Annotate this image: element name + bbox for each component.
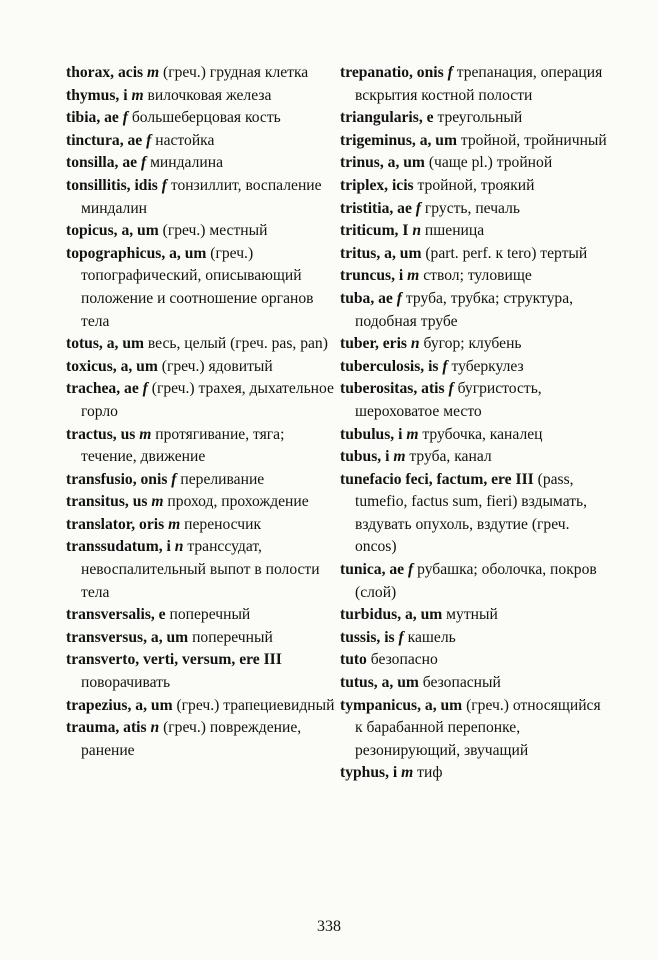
dictionary-entry [340, 424, 610, 447]
entry-headword: typhus, i [340, 764, 398, 782]
entry-definition: труба, трубка; структура, подобная трубе [355, 289, 574, 330]
entry-headword: topographicus, a, um [66, 244, 207, 262]
entry-headword: tuberositas, atis [340, 380, 445, 398]
entry-definition: проход, прохождение [167, 493, 309, 511]
entry-definition: бугор; клубень [423, 335, 522, 353]
dictionary-entry [66, 130, 336, 153]
entry-gender: f [408, 561, 414, 579]
entry-definition: большеберцовая кость [131, 109, 281, 127]
dictionary-entry [66, 695, 336, 718]
entry-definition: тонзиллит, воспаление миндалин [81, 176, 322, 217]
entry-headword: tympanicus, a, um [340, 696, 463, 714]
entry-headword: triplex, icis [340, 176, 414, 194]
dictionary-entry [66, 107, 336, 130]
entry-gender: f [171, 470, 177, 488]
dictionary-entry [66, 378, 336, 423]
entry-headword: tubus, i [340, 448, 390, 466]
entry-gender: f [442, 357, 448, 375]
dictionary-entry [340, 333, 610, 356]
entry-definition: тиф [417, 764, 443, 782]
entry-gender: f [146, 131, 152, 149]
dictionary-entry [340, 175, 610, 198]
dictionary-entry [66, 356, 336, 379]
entry-headword: tussis, is [340, 628, 395, 646]
entry-headword: tristitia, ae [340, 199, 412, 217]
entry-headword: tuto [340, 651, 367, 669]
entry-headword: tubulus, i [340, 425, 403, 443]
entry-gender: f [122, 109, 128, 127]
entry-definition: трубочка, каналец [422, 425, 543, 443]
entry-definition: (греч.) трахея, дыхательное горло [81, 380, 334, 420]
dictionary-entry [66, 424, 336, 469]
entry-headword: transversalis, e [66, 606, 166, 624]
page-number: 338 [317, 918, 341, 935]
entry-definition: поперечный [169, 606, 251, 624]
dictionary-entry [340, 446, 610, 469]
entry-headword: tritus, a, um [340, 244, 422, 262]
dictionary-entry [340, 672, 610, 695]
entry-headword: thorax, acis [66, 64, 144, 81]
entry-definition: тройной, тройничный [460, 131, 607, 149]
dictionary-entry [340, 604, 610, 627]
entry-definition: (греч.) повреждение, ранение [81, 719, 302, 759]
entry-headword: transitus, us [66, 493, 148, 511]
entry-gender: m [139, 425, 152, 443]
entry-definition: (part. perf. к tero) тертый [425, 244, 588, 262]
entry-gender: m [168, 515, 181, 533]
dictionary-entry [66, 333, 336, 356]
dictionary-entry [340, 627, 610, 650]
entry-gender: f [447, 64, 453, 81]
dictionary-entry [66, 220, 336, 243]
dictionary-entry [340, 220, 610, 243]
entry-headword: tutus, a, um [340, 674, 419, 692]
entry-headword: tuba, ae [340, 289, 393, 307]
entry-gender: f [396, 289, 402, 307]
dictionary-entry [340, 288, 610, 333]
entry-headword: toxicus, a, um [66, 357, 158, 375]
dictionary-entry [66, 175, 336, 220]
entry-definition: транссудат, невоспалительный выпот в полости тела [81, 538, 320, 601]
dictionary-entry [340, 469, 610, 559]
entry-definition: (греч.) трапециевидный [176, 696, 335, 714]
entry-gender: m [407, 267, 420, 285]
entry-gender: n [174, 538, 184, 556]
dictionary-entry [66, 514, 336, 537]
entry-headword: translator, oris [66, 515, 165, 533]
entry-headword: tonsilla, ae [66, 154, 138, 172]
entry-definition: (pass, tumefio, factus sum, fieri) вздымать, вздувать опухоль, вздутие (греч. oncos) [355, 470, 588, 556]
dictionary-entry [66, 491, 336, 514]
entry-headword: transfusio, onis [66, 470, 168, 488]
entry-headword: transversus, a, um [66, 628, 189, 646]
entry-headword: topicus, a, um [66, 222, 159, 240]
entry-definition: переносчик [184, 515, 262, 533]
entry-definition: (греч.) относящийся к барабанной перепонке, резонирующий, звучащий [355, 696, 601, 759]
dictionary-entry [340, 356, 610, 379]
dictionary-entry [340, 265, 610, 288]
entry-gender: f [161, 176, 167, 194]
entry-headword: tonsillitis, idis [66, 176, 158, 194]
entry-definition: протягивание, тяга; течение, движение [81, 425, 285, 466]
dictionary-entry [340, 559, 610, 604]
entry-definition: тройной, троякий [417, 176, 535, 194]
dictionary-entry [340, 62, 610, 107]
entry-headword: tunica, ae [340, 561, 405, 579]
entry-gender: n [412, 222, 422, 240]
entry-gender: m [151, 493, 164, 511]
entry-definition: пшеница [424, 222, 485, 240]
entry-headword: turbidus, a, um [340, 606, 443, 624]
dictionary-entry [66, 536, 336, 604]
entry-headword: truncus, i [340, 267, 404, 285]
dictionary-entry [340, 378, 610, 423]
entry-definition: (греч.) топографический, описывающий положение и соотношение органов тела [81, 244, 314, 330]
entry-headword: trapezius, a, um [66, 696, 173, 714]
entry-definition: ствол; туловище [423, 267, 532, 285]
dictionary-entry [66, 627, 336, 650]
entry-headword: tinctura, ae [66, 131, 143, 149]
dictionary-entry [66, 469, 336, 492]
dictionary-entry [340, 243, 610, 266]
entry-headword: trigeminus, a, um [340, 131, 457, 149]
entry-headword: tractus, us [66, 425, 136, 443]
entry-definition: миндалина [150, 154, 224, 172]
entry-gender: n [150, 719, 160, 737]
dictionary-entry [66, 604, 336, 627]
entry-definition: переливание [180, 470, 265, 488]
entry-headword: thymus, i [66, 86, 128, 104]
entry-definition: трепанация, операция вскрытия костной полости [355, 64, 603, 104]
entry-definition: настойка [155, 131, 215, 149]
entry-definition: рубашка; оболочка, покров (слой) [355, 561, 597, 601]
entry-gender: m [131, 86, 144, 104]
entry-gender: f [140, 154, 147, 172]
dictionary-entry [340, 695, 610, 763]
entry-gender: m [393, 448, 406, 466]
entry-definition: (греч.) ядовитый [161, 357, 273, 375]
entry-definition: (чаще pl.) тройной [428, 154, 553, 172]
entry-headword: totus, a, um [66, 335, 144, 353]
entry-headword: tuber, eris [340, 335, 407, 353]
entry-gender: f [415, 199, 421, 217]
entry-definition: грусть, печаль [424, 199, 521, 217]
entry-headword: trepanatio, onis [340, 64, 444, 81]
entry-definition: кашель [407, 628, 456, 646]
entry-gender: m [401, 764, 414, 782]
entry-definition: бугристость, шероховатое место [355, 380, 542, 420]
entry-definition: безопасно [370, 651, 438, 669]
entry-definition: треугольный [437, 109, 523, 127]
dictionary-entry [340, 649, 610, 672]
entry-definition: весь, целый (греч. pas, pan) [147, 335, 328, 353]
dictionary-entry [66, 152, 336, 175]
left-column [66, 62, 336, 762]
entry-headword: transsudatum, i [66, 538, 171, 556]
dictionary-entry [66, 717, 336, 762]
dictionary-entry [66, 62, 336, 85]
entry-headword: trachea, ae [66, 380, 139, 398]
entry-definition: поперечный [192, 628, 273, 646]
entry-definition: (греч.) грудная клетка [163, 64, 309, 81]
entry-gender: n [410, 335, 420, 353]
entry-definition: мутный [446, 606, 498, 624]
entry-definition: поворачивать [81, 674, 171, 692]
dictionary-entry [340, 130, 610, 153]
entry-headword: tibia, ae [66, 109, 119, 127]
entry-gender: m [147, 64, 160, 81]
dictionary-entry [340, 152, 610, 175]
entry-gender: f [142, 380, 148, 398]
entry-gender: f [398, 628, 404, 646]
dictionary-entry [340, 198, 610, 221]
entry-headword: tunefacio feci, factum, ere III [340, 470, 534, 488]
dictionary-entry [66, 649, 336, 694]
entry-headword: trauma, atis [66, 719, 147, 737]
entry-headword: triangularis, e [340, 109, 434, 127]
entry-headword: trinus, a, um [340, 154, 425, 172]
entry-gender: m [406, 425, 419, 443]
entry-headword: triticum, I [340, 222, 409, 240]
entry-gender: f [448, 380, 454, 398]
dictionary-entry [66, 85, 336, 108]
entry-definition: (греч.) местный [162, 222, 268, 240]
entry-definition: туберкулез [451, 357, 524, 375]
entry-headword: transverto, verti, versum, ere III [66, 651, 282, 669]
dictionary-entry [66, 243, 336, 333]
entry-definition: труба, канал [409, 448, 492, 466]
right-column [340, 62, 610, 785]
entry-definition: вилочковая железа [147, 86, 272, 104]
entry-definition: безопасный [422, 674, 501, 692]
dictionary-entry [340, 107, 610, 130]
entry-headword: tuberculosis, is [340, 357, 439, 375]
dictionary-entry [340, 762, 610, 785]
